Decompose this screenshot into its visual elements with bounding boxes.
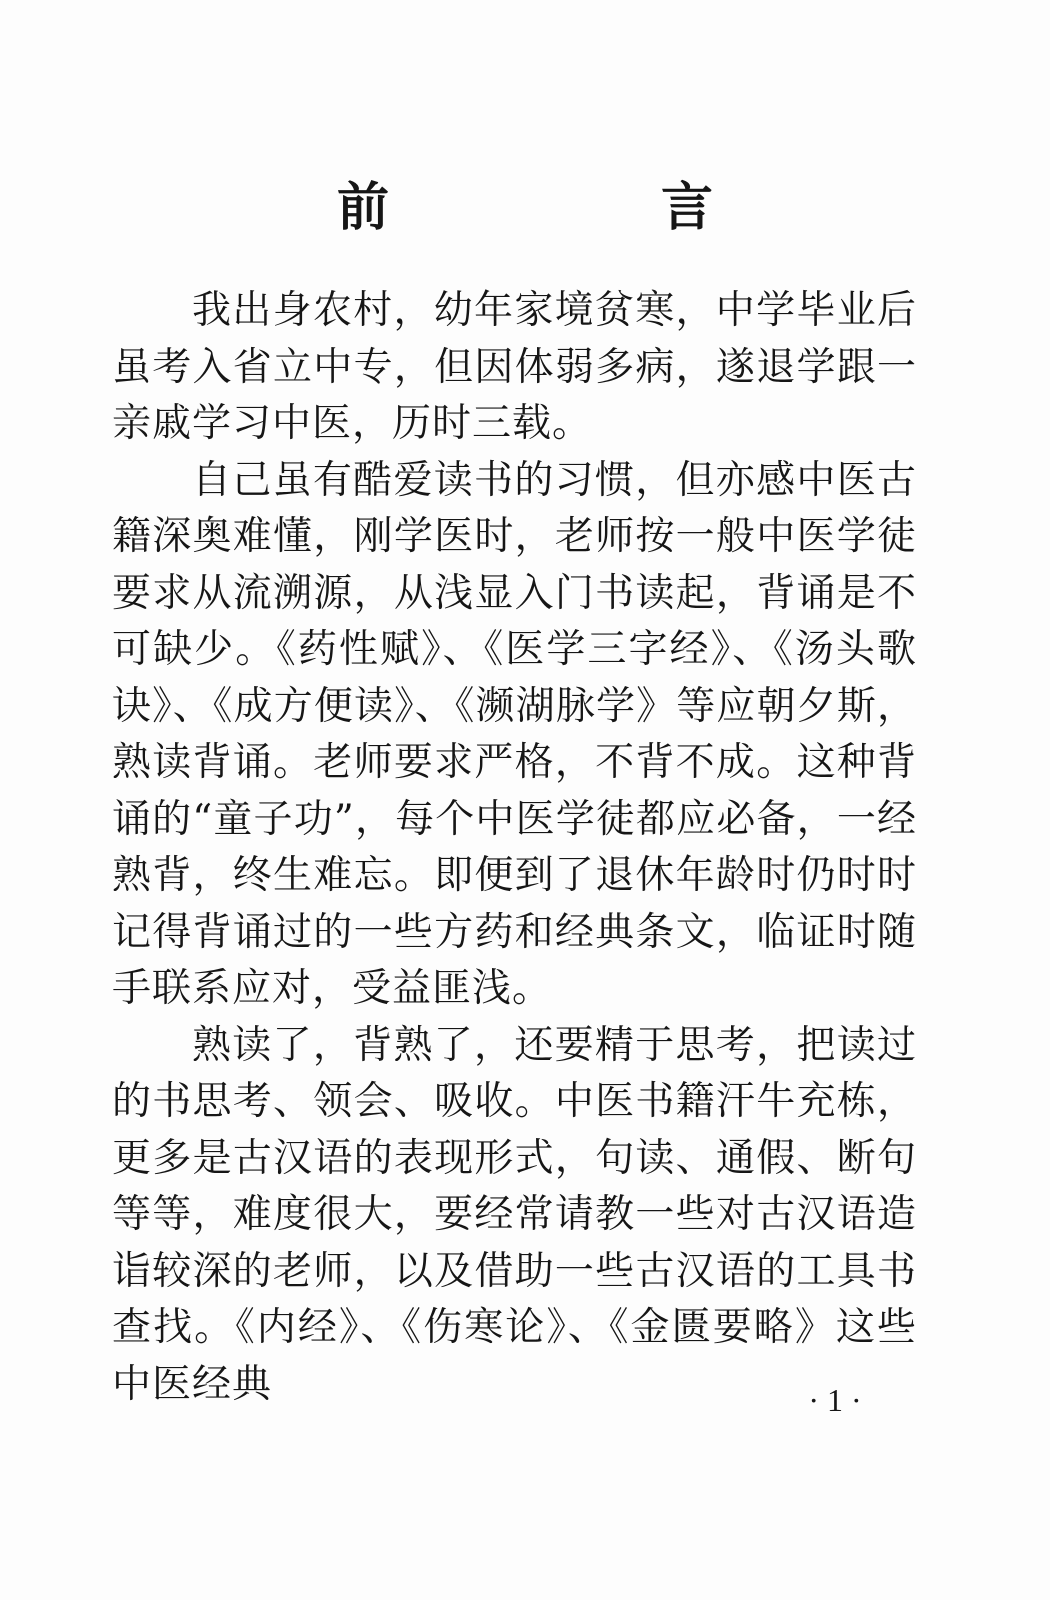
page-number: · 1 · xyxy=(808,1382,862,1418)
body-text xyxy=(112,283,917,1413)
page-title: 前 言 xyxy=(336,178,823,238)
paragraph-2: 自己虽有酷爱读书的习惯，但亦感中医古籍深奥难懂，刚学医时，老师按一般中医学徒要求从流溯源，从浅显入门书读起，背诵是不可缺少。《药性赋》、《医学三字经》、《汤头歌诀》、《成方便读》、《濒湖脉学》等应朝夕斯，熟读背诵。老师要求严格，不背不成。这种背诵的“童子功”，每个中医学徒都应必备，一经熟背，终生难忘。即便到了退休年龄时仍时时记得背诵过的一些方药和经典条文，临证时随手联系应对，受益匪浅。 xyxy=(112,457,917,1011)
paragraph-3: 熟读了，背熟了，还要精于思考，把读过的书思考、领会、吸收。中医书籍汗牛充栋，更多是古汉语的表现形式，句读、通假、断句等等，难度很大，要经常请教一些对古汉语造诣较深的老师，以及借助一些古汉语的工具书查找。《内经》、《伤寒论》、《金匮要略》这些中医经典 xyxy=(112,1022,917,1407)
paragraph-1: 我出身农村，幼年家境贫寒，中学毕业后虽考入省立中专，但因体弱多病，遂退学跟一亲戚学习中医，历时三载。 xyxy=(112,288,917,446)
